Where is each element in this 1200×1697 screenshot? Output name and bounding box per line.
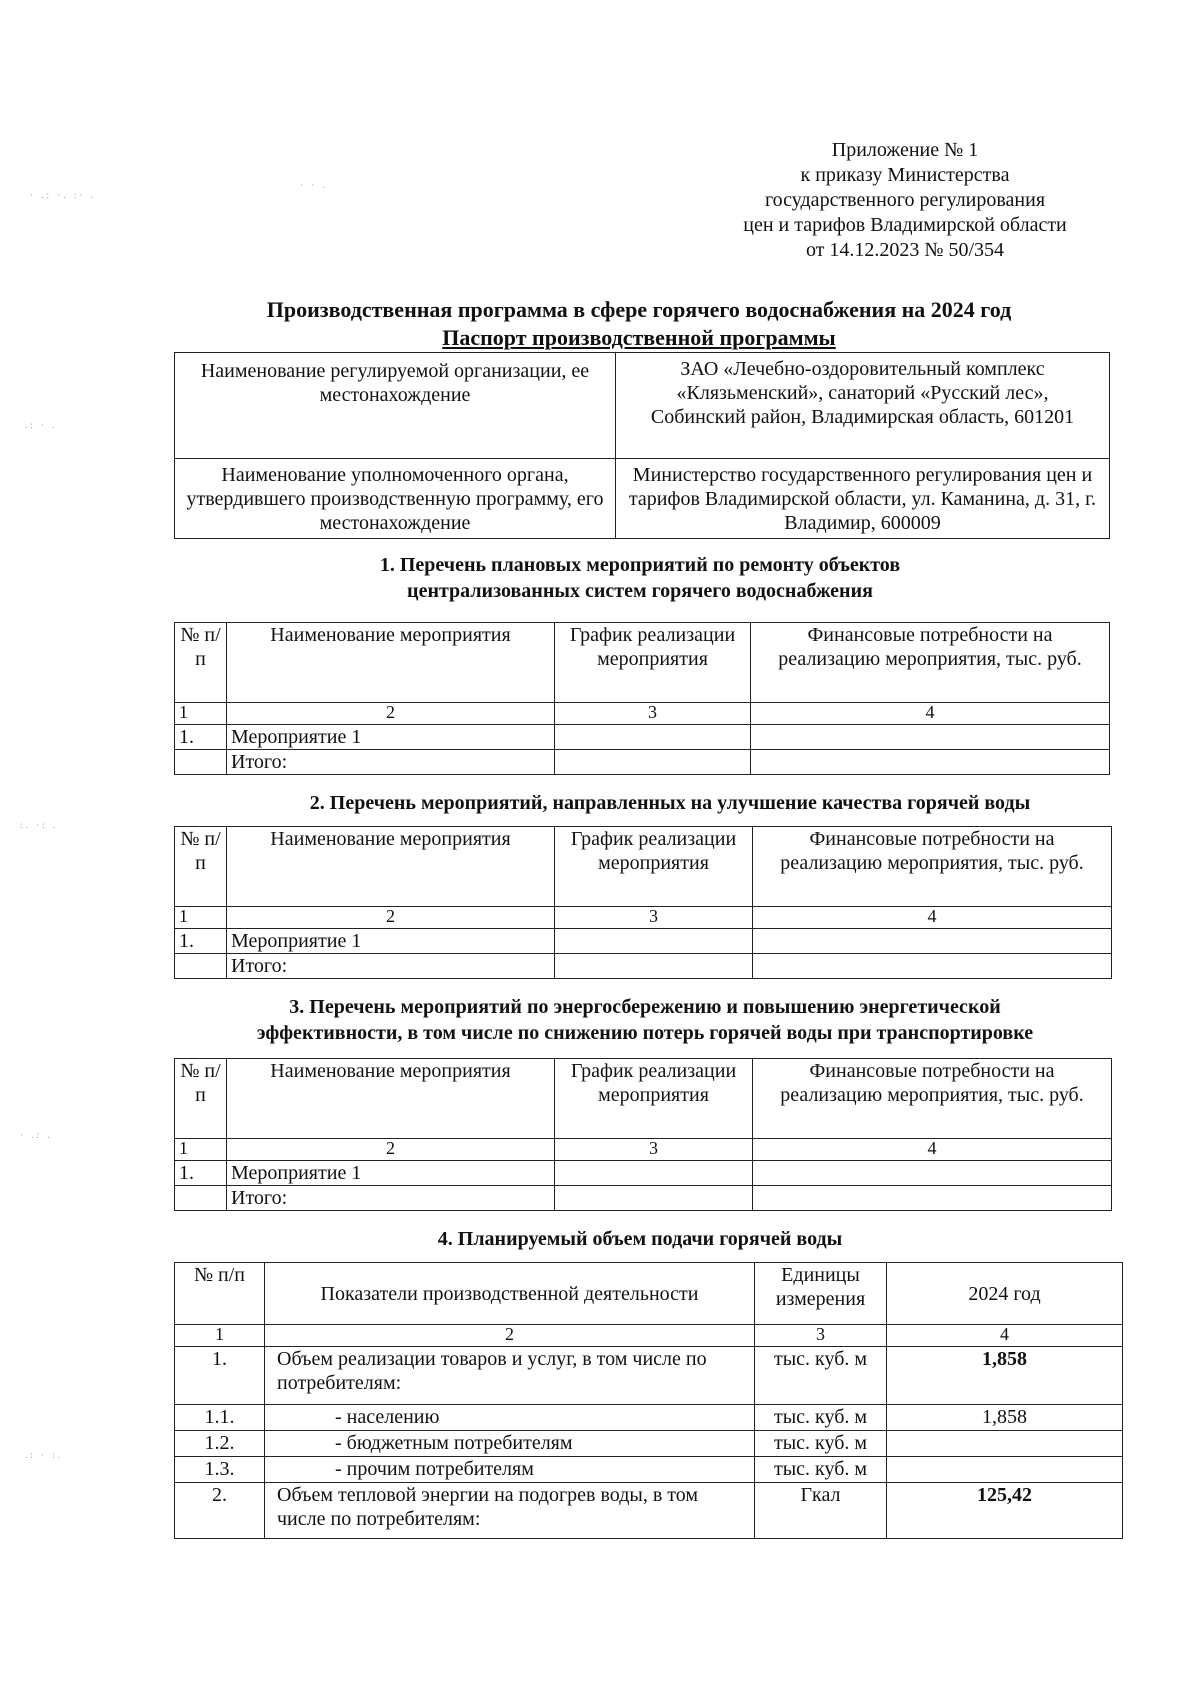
passport-value: ЗАО «Лечебно-оздоровительный комплекс «Клязьменский», санаторий «Русский лес», Собинский район, Владимирская область, 601201 xyxy=(616,353,1110,459)
header-num: № п/п xyxy=(175,623,227,703)
total-label: Итого: xyxy=(227,750,555,775)
row-num: 1.3. xyxy=(175,1457,265,1483)
col-number: 4 xyxy=(887,1325,1123,1347)
row-name: Объем тепловой энергии на подогрев воды, в том числе по потребителям: xyxy=(265,1483,755,1539)
scan-noise: · .: ·. :· . xyxy=(30,190,96,200)
appendix-line: государственного регулирования xyxy=(764,189,1046,211)
col-number: 2 xyxy=(227,907,555,929)
section-4-title xyxy=(170,1226,1110,1252)
total-schedule xyxy=(555,1186,753,1211)
row-num: 1. xyxy=(175,1347,265,1405)
item-finance xyxy=(753,929,1112,954)
row-value xyxy=(887,1457,1123,1483)
header-name: Наименование мероприятия xyxy=(227,1059,555,1139)
col-number: 1 xyxy=(175,907,227,929)
scan-noise: :. ·: . xyxy=(20,820,58,830)
row-unit: тыс. куб. м xyxy=(755,1347,887,1405)
col-number: 2 xyxy=(227,703,555,725)
appendix-line: Приложение № 1 xyxy=(831,139,979,161)
scan-noise: · · . xyxy=(300,180,328,190)
col-number: 3 xyxy=(555,1139,753,1161)
item-schedule xyxy=(555,1161,753,1186)
appendix-line: от 14.12.2023 № 50/354 xyxy=(805,239,1005,261)
row-value: 1,858 xyxy=(887,1405,1123,1431)
header-num: № п/п xyxy=(175,1059,227,1139)
table-row xyxy=(175,1405,1123,1431)
passport-value: Министерство государственного регулирования цен и тарифов Владимирской области, ул. Каманина, д. 31, г. Владимир, 600009 xyxy=(616,459,1110,539)
section-title-line: 3. Перечень мероприятий по энергосбережению и повышению энергетической xyxy=(289,996,1001,1018)
appendix-line: к приказу Министерства xyxy=(800,164,1010,186)
header-finance: Финансовые потребности на реализацию мероприятия, тыс. руб. xyxy=(753,827,1112,907)
item-name: Мероприятие 1 xyxy=(227,929,555,954)
total-schedule xyxy=(555,954,753,979)
header-finance: Финансовые потребности на реализацию мероприятия, тыс. руб. xyxy=(751,623,1110,703)
section-2-table xyxy=(174,826,1112,979)
col-number: 4 xyxy=(751,703,1110,725)
appendix-line: цен и тарифов Владимирской области xyxy=(743,214,1067,236)
header-schedule: График реализации мероприятия xyxy=(555,1059,753,1139)
total-label: Итого: xyxy=(227,1186,555,1211)
header-year: 2024 год xyxy=(887,1263,1123,1325)
item-schedule xyxy=(555,929,753,954)
row-name: - бюджетным потребителям xyxy=(265,1431,755,1457)
header-finance: Финансовые потребности на реализацию мероприятия, тыс. руб. xyxy=(753,1059,1112,1139)
header-num: № п/п xyxy=(175,827,227,907)
row-name: Объем реализации товаров и услуг, в том числе по потребителям: xyxy=(265,1347,755,1405)
section-1-table xyxy=(174,622,1110,775)
section-title-line: 1. Перечень плановых мероприятий по ремонту объектов xyxy=(379,554,901,576)
table-row xyxy=(175,1457,1123,1483)
header-schedule: График реализации мероприятия xyxy=(555,827,753,907)
scan-noise: .: · . xyxy=(25,420,58,430)
appendix-block xyxy=(700,138,1110,263)
row-name: - прочим потребителям xyxy=(265,1457,755,1483)
total-num xyxy=(175,1186,227,1211)
item-name: Мероприятие 1 xyxy=(227,1161,555,1186)
scan-noise: .: · :. xyxy=(25,1450,63,1460)
section-3-table xyxy=(174,1058,1112,1211)
section-title-line: 2. Перечень мероприятий, направленных на улучшение качества горячей воды xyxy=(309,792,1031,814)
header-name: Наименование мероприятия xyxy=(227,827,555,907)
table-row xyxy=(175,1483,1123,1539)
row-num: 1.1. xyxy=(175,1405,265,1431)
col-number: 4 xyxy=(753,907,1112,929)
item-finance xyxy=(751,725,1110,750)
total-num xyxy=(175,954,227,979)
total-schedule xyxy=(555,750,751,775)
passport-table xyxy=(174,352,1110,539)
col-number: 1 xyxy=(175,1325,265,1347)
title-line: Производственная программа в сфере горячего водоснабжения на 2024 год xyxy=(266,297,1012,322)
col-number: 1 xyxy=(175,1139,227,1161)
row-unit: тыс. куб. м xyxy=(755,1431,887,1457)
total-label: Итого: xyxy=(227,954,555,979)
header-indicators: Показатели производственной деятельности xyxy=(265,1263,755,1325)
row-num: 2. xyxy=(175,1483,265,1539)
item-num: 1. xyxy=(175,725,227,750)
section-title-line: централизованных систем горячего водоснабжения xyxy=(407,580,873,602)
col-number: 1 xyxy=(175,703,227,725)
row-unit: тыс. куб. м xyxy=(755,1457,887,1483)
col-number: 3 xyxy=(555,907,753,929)
col-number: 4 xyxy=(753,1139,1112,1161)
section-4-table xyxy=(174,1262,1123,1539)
row-unit: Гкал xyxy=(755,1483,887,1539)
total-num xyxy=(175,750,227,775)
row-value: 1,858 xyxy=(887,1347,1123,1405)
header-num: № п/п xyxy=(175,1263,265,1325)
section-2-title xyxy=(230,790,1110,816)
section-title-line: эффективности, в том числе по снижению потерь горячей воды при транспортировке xyxy=(256,1022,1034,1044)
row-num: 1.2. xyxy=(175,1431,265,1457)
col-number: 3 xyxy=(755,1325,887,1347)
total-finance xyxy=(753,954,1112,979)
item-finance xyxy=(753,1161,1112,1186)
table-row xyxy=(175,1431,1123,1457)
section-3-title xyxy=(180,994,1110,1046)
scan-noise: · .: . xyxy=(20,1130,53,1140)
row-unit: тыс. куб. м xyxy=(755,1405,887,1431)
total-finance xyxy=(753,1186,1112,1211)
table-row xyxy=(175,1347,1123,1405)
row-name: - населению xyxy=(265,1405,755,1431)
section-title-line: 4. Планируемый объем подачи горячей воды xyxy=(437,1228,843,1250)
col-number: 2 xyxy=(227,1139,555,1161)
header-name: Наименование мероприятия xyxy=(227,623,555,703)
title-line: Паспорт производственной программы xyxy=(442,325,836,350)
total-finance xyxy=(751,750,1110,775)
item-num: 1. xyxy=(175,929,227,954)
row-value xyxy=(887,1431,1123,1457)
col-number: 2 xyxy=(265,1325,755,1347)
header-units: Единицы измерения xyxy=(755,1263,887,1325)
passport-label: Наименование уполномоченного органа, утвердившего производственную программу, его местонахождение xyxy=(175,459,616,539)
passport-label: Наименование регулируемой организации, ее местонахождение xyxy=(175,353,616,459)
row-value: 125,42 xyxy=(887,1483,1123,1539)
section-1-title xyxy=(170,552,1110,604)
header-schedule: График реализации мероприятия xyxy=(555,623,751,703)
col-number: 3 xyxy=(555,703,751,725)
item-schedule xyxy=(555,725,751,750)
item-name: Мероприятие 1 xyxy=(227,725,555,750)
item-num: 1. xyxy=(175,1161,227,1186)
document-title xyxy=(170,296,1108,352)
